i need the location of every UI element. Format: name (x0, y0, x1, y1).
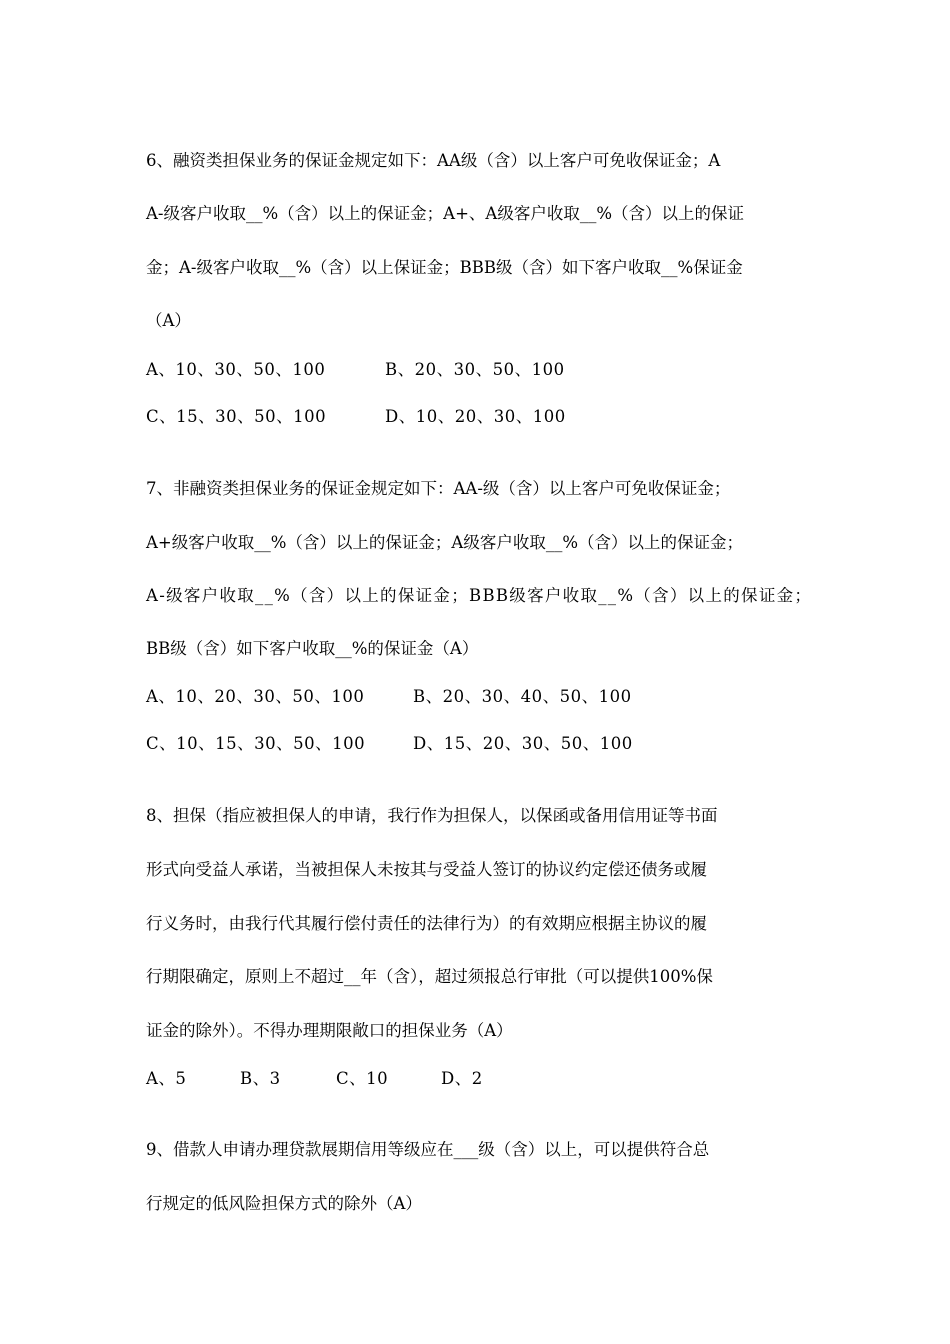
q8-option-b: B、3 (240, 1069, 281, 1088)
q7-line-2: A+级客户收取__%（含）以上的保证金；A级客户收取__%（含）以上的保证金； (146, 533, 744, 552)
q6-line-3: 金；A-级客户收取__%（含）以上保证金；BBB级（含）如下客户收取__%保证金 (146, 258, 743, 277)
q9-line-2: 行规定的低风险担保方式的除外（A） (146, 1194, 422, 1213)
q6-option-d: D、10、20、30、100 (385, 407, 566, 426)
q8-line-3: 行义务时，由我行代其履行偿付责任的法律行为）的有效期应根据主协议的履 (146, 914, 707, 933)
q8-line-1: 8、担保（指应被担保人的申请，我行作为担保人，以保函或备用信用证等书面 (146, 806, 718, 825)
q7-line-3: A-级客户收取__%（含）以上的保证金；BBB级客户收取__%（含）以上的保证金； (146, 586, 813, 605)
q7-option-c: C、10、15、30、50、100 (146, 734, 366, 753)
q6-option-c: C、15、30、50、100 (146, 407, 327, 426)
q7-option-d: D、15、20、30、50、100 (413, 734, 633, 753)
q8-option-a: A、5 (146, 1069, 187, 1088)
q6-line-2: A-级客户收取__%（含）以上的保证金；A+、A级客户收取__%（含）以上的保证 (146, 204, 745, 223)
q6-line-4: （A） (146, 311, 191, 330)
q6-option-a: A、10、30、50、100 (146, 360, 326, 379)
q8-option-d: D、2 (441, 1069, 483, 1088)
q8-line-2: 形式向受益人承诺，当被担保人未按其与受益人签订的协议约定偿还债务或履 (146, 860, 707, 879)
q7-option-b: B、20、30、40、50、100 (413, 687, 632, 706)
q6-line-1: 6、融资类担保业务的保证金规定如下：AA级（含）以上客户可免收保证金；A (146, 151, 721, 170)
q8-line-4: 行期限确定，原则上不超过__年（含），超过须报总行审批（可以提供100%保 (146, 967, 713, 986)
q7-option-a: A、10、20、30、50、100 (146, 687, 365, 706)
q6-option-b: B、20、30、50、100 (385, 360, 565, 379)
q9-line-1: 9、借款人申请办理贷款展期信用等级应在___级（含）以上，可以提供符合总 (146, 1140, 710, 1159)
q8-option-c: C、10 (336, 1069, 389, 1088)
q7-line-1: 7、非融资类担保业务的保证金规定如下：AA-级（含）以上客户可免收保证金； (146, 479, 731, 498)
q8-line-5: 证金的除外）。不得办理期限敞口的担保业务（A） (146, 1021, 513, 1040)
q7-line-4: BB级（含）如下客户收取__%的保证金（A） (146, 639, 479, 658)
